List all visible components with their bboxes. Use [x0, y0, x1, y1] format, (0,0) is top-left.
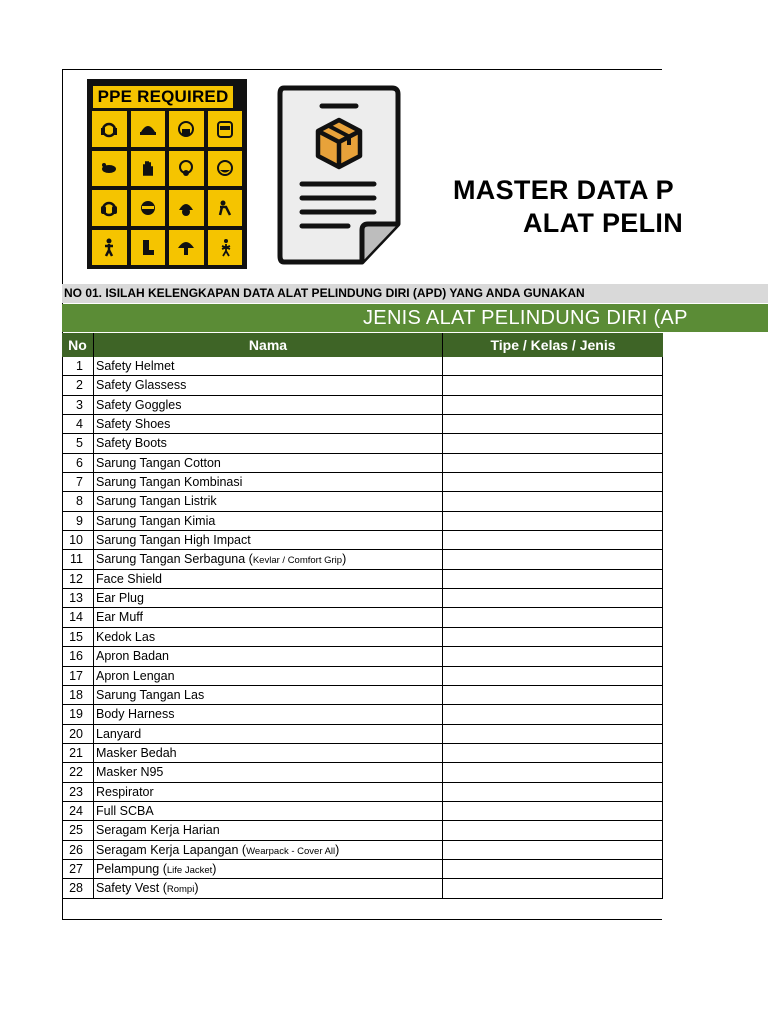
table-row — [62, 415, 663, 434]
cell-nama — [94, 570, 443, 588]
ppe-sign-header: PPE REQUIRED — [93, 86, 233, 108]
cell-no: 7 — [62, 473, 94, 491]
cell-nama — [94, 725, 443, 743]
item-name: Ear Plug — [96, 591, 144, 606]
header-nama: Nama — [94, 333, 443, 357]
cell-nama — [94, 550, 443, 568]
cell-nama — [94, 589, 443, 607]
item-note: Wearpack - Cover All — [246, 845, 336, 857]
item-name: Safety Shoes — [96, 417, 171, 432]
cell-nama — [94, 628, 443, 646]
item-name: Body Harness — [96, 707, 175, 722]
ppe-required-sign — [87, 79, 247, 269]
harness-icon — [208, 230, 243, 266]
cell-nama — [94, 357, 443, 375]
cell-nama — [94, 879, 443, 897]
cell-nama — [94, 860, 443, 878]
item-note: Life Jacket — [166, 864, 213, 876]
cell-no: 21 — [62, 744, 94, 762]
cell-no: 5 — [62, 434, 94, 452]
item-name: Respirator — [96, 784, 154, 799]
cell-nama — [94, 821, 443, 839]
table-row — [62, 512, 663, 531]
cell-no: 16 — [62, 647, 94, 665]
cell-nama — [94, 705, 443, 723]
item-note-close: ) — [212, 861, 217, 876]
table-row — [62, 434, 663, 453]
cell-no: 3 — [62, 396, 94, 414]
face-mask-icon — [208, 151, 243, 187]
cell-no: 27 — [62, 860, 94, 878]
cell-tipe-input[interactable] — [443, 473, 663, 491]
table-row — [62, 802, 663, 821]
coverall-icon — [92, 230, 127, 266]
section-title: JENIS ALAT PELINDUNG DIRI (AP — [363, 307, 688, 329]
table-row — [62, 628, 663, 647]
cell-tipe-input[interactable] — [443, 512, 663, 530]
cell-tipe-input[interactable] — [443, 434, 663, 452]
cell-no: 10 — [62, 531, 94, 549]
cell-tipe-input[interactable] — [443, 725, 663, 743]
cell-no: 20 — [62, 725, 94, 743]
cell-nama — [94, 763, 443, 781]
cell-nama — [94, 492, 443, 510]
table-row — [62, 376, 663, 395]
cell-no: 2 — [62, 376, 94, 394]
table-row — [62, 686, 663, 705]
table-header — [62, 333, 663, 357]
cell-tipe-input[interactable] — [443, 589, 663, 607]
item-note-close: ) — [342, 552, 347, 567]
table-row — [62, 589, 663, 608]
cell-no: 23 — [62, 783, 94, 801]
header-no: No — [62, 333, 94, 357]
title-line-2: ALAT PELIN — [523, 208, 683, 238]
cell-tipe-input[interactable] — [443, 376, 663, 394]
cell-nama — [94, 473, 443, 491]
cell-nama — [94, 454, 443, 472]
cell-tipe-input[interactable] — [443, 628, 663, 646]
item-name: Safety Glassess — [96, 378, 187, 393]
item-name: Sarung Tangan Cotton — [96, 455, 221, 470]
table-row — [62, 744, 663, 763]
cell-no: 13 — [62, 589, 94, 607]
ear-defender-icon — [92, 190, 127, 226]
table-row — [62, 570, 663, 589]
cell-tipe-input[interactable] — [443, 415, 663, 433]
document-package-icon — [276, 84, 402, 266]
gas-mask-icon — [169, 151, 204, 187]
safety-boot-icon — [131, 230, 166, 266]
respirator-icon — [169, 111, 204, 147]
cell-nama — [94, 512, 443, 530]
cell-nama — [94, 434, 443, 452]
table-row — [62, 725, 663, 744]
cell-no: 12 — [62, 570, 94, 588]
table-row — [62, 667, 663, 686]
ear-plug-icon — [92, 151, 127, 187]
table-spacer — [62, 899, 663, 918]
table-row — [62, 783, 663, 802]
cell-tipe-input[interactable] — [443, 802, 663, 820]
ear-muff-icon — [92, 111, 127, 147]
table-row — [62, 492, 663, 511]
cell-nama — [94, 667, 443, 685]
cell-tipe-input[interactable] — [443, 783, 663, 801]
cell-no: 4 — [62, 415, 94, 433]
item-name: Apron Badan — [96, 649, 169, 664]
cell-no: 18 — [62, 686, 94, 704]
hard-hat-icon — [131, 111, 166, 147]
cell-no: 28 — [62, 879, 94, 897]
section-band — [62, 304, 768, 332]
cell-tipe-input[interactable] — [443, 608, 663, 626]
cell-no: 25 — [62, 821, 94, 839]
item-name: Sarung Tangan Listrik — [96, 494, 217, 509]
helmet-icon — [169, 190, 204, 226]
item-name: Seragam Kerja Harian — [96, 823, 220, 838]
item-name: Pelampung ( — [96, 861, 167, 876]
table-row — [62, 705, 663, 724]
cell-no: 8 — [62, 492, 94, 510]
table-row — [62, 473, 663, 492]
item-name: Apron Lengan — [96, 668, 175, 683]
item-note: Rompi — [166, 884, 195, 896]
cell-no: 22 — [62, 763, 94, 781]
cell-tipe-input[interactable] — [443, 841, 663, 859]
cell-tipe-input[interactable] — [443, 550, 663, 568]
cell-tipe-input[interactable] — [443, 454, 663, 472]
cell-no: 11 — [62, 550, 94, 568]
cell-no: 24 — [62, 802, 94, 820]
item-note-close: ) — [335, 842, 340, 857]
cell-tipe-input[interactable] — [443, 667, 663, 685]
cell-nama — [94, 686, 443, 704]
cell-tipe-input[interactable] — [443, 492, 663, 510]
hard-hat-front-icon — [169, 230, 204, 266]
table-row — [62, 841, 663, 860]
cell-no: 19 — [62, 705, 94, 723]
fall-protection-icon — [208, 190, 243, 226]
cell-tipe-input[interactable] — [443, 821, 663, 839]
cell-tipe-input[interactable] — [443, 705, 663, 723]
table-row — [62, 531, 663, 550]
cell-nama — [94, 531, 443, 549]
item-name: Sarung Tangan Kombinasi — [96, 475, 243, 490]
cell-no: 14 — [62, 608, 94, 626]
item-name: Sarung Tangan High Impact — [96, 533, 251, 548]
table-row — [62, 357, 663, 376]
cell-tipe-input[interactable] — [443, 570, 663, 588]
cell-nama — [94, 647, 443, 665]
item-note-close: ) — [194, 881, 199, 896]
table-row — [62, 879, 663, 898]
welding-mask-icon — [208, 111, 243, 147]
table-row — [62, 454, 663, 473]
cell-tipe-input[interactable] — [443, 531, 663, 549]
table-row — [62, 763, 663, 782]
item-name: Sarung Tangan Las — [96, 687, 205, 702]
table-row — [62, 396, 663, 415]
item-name: Sarung Tangan Serbaguna ( — [96, 552, 253, 567]
item-name: Ear Muff — [96, 610, 144, 625]
cell-nama — [94, 608, 443, 626]
item-name: Masker Bedah — [96, 745, 177, 760]
item-name: Safety Goggles — [96, 397, 182, 412]
item-name: Masker N95 — [96, 765, 164, 780]
table-row — [62, 608, 663, 627]
item-name: Lanyard — [96, 726, 142, 741]
cell-no: 15 — [62, 628, 94, 646]
table-row — [62, 821, 663, 840]
apd-table-body — [62, 357, 663, 918]
item-note: Kevlar / Comfort Grip — [252, 555, 343, 567]
cell-nama — [94, 376, 443, 394]
cell-nama — [94, 415, 443, 433]
cell-tipe-input[interactable] — [443, 744, 663, 762]
cell-tipe-input[interactable] — [443, 396, 663, 414]
item-name: Face Shield — [96, 571, 163, 586]
cell-tipe-input[interactable] — [443, 763, 663, 781]
table-row — [62, 860, 663, 879]
cell-nama — [94, 744, 443, 762]
cell-nama — [94, 783, 443, 801]
table-row — [62, 550, 663, 569]
header-tipe: Tipe / Kelas / Jenis — [490, 337, 616, 353]
cell-tipe-input[interactable] — [443, 879, 663, 897]
cell-nama — [94, 841, 443, 859]
cell-nama — [94, 396, 443, 414]
cell-nama — [94, 802, 443, 820]
cell-tipe-input[interactable] — [443, 647, 663, 665]
cell-tipe-input[interactable] — [443, 686, 663, 704]
item-name: Seragam Kerja Lapangan ( — [96, 842, 247, 857]
cell-tipe-input[interactable] — [443, 860, 663, 878]
item-name: Full SCBA — [96, 803, 154, 818]
cell-no: 9 — [62, 512, 94, 530]
item-name: Kedok Las — [96, 629, 156, 644]
item-name: Safety Boots — [96, 436, 167, 451]
ppe-icon-grid — [92, 111, 242, 265]
item-name: Safety Helmet — [96, 359, 175, 373]
cell-no: 17 — [62, 667, 94, 685]
instruction-bar: NO 01. ISILAH KELENGKAPAN DATA ALAT PELINDUNG DIRI (APD) YANG ANDA GUNAKAN — [62, 284, 768, 303]
item-name: Safety Vest ( — [96, 881, 167, 896]
page-title — [403, 174, 683, 244]
item-name: Sarung Tangan Kimia — [96, 513, 216, 528]
cell-no: 1 — [62, 357, 94, 375]
cell-tipe-input[interactable] — [443, 357, 663, 375]
glove-icon — [131, 151, 166, 187]
title-line-1: MASTER DATA P — [453, 175, 674, 205]
table-row — [62, 647, 663, 666]
cell-no: 26 — [62, 841, 94, 859]
safety-goggles-icon — [131, 190, 166, 226]
cell-no: 6 — [62, 454, 94, 472]
